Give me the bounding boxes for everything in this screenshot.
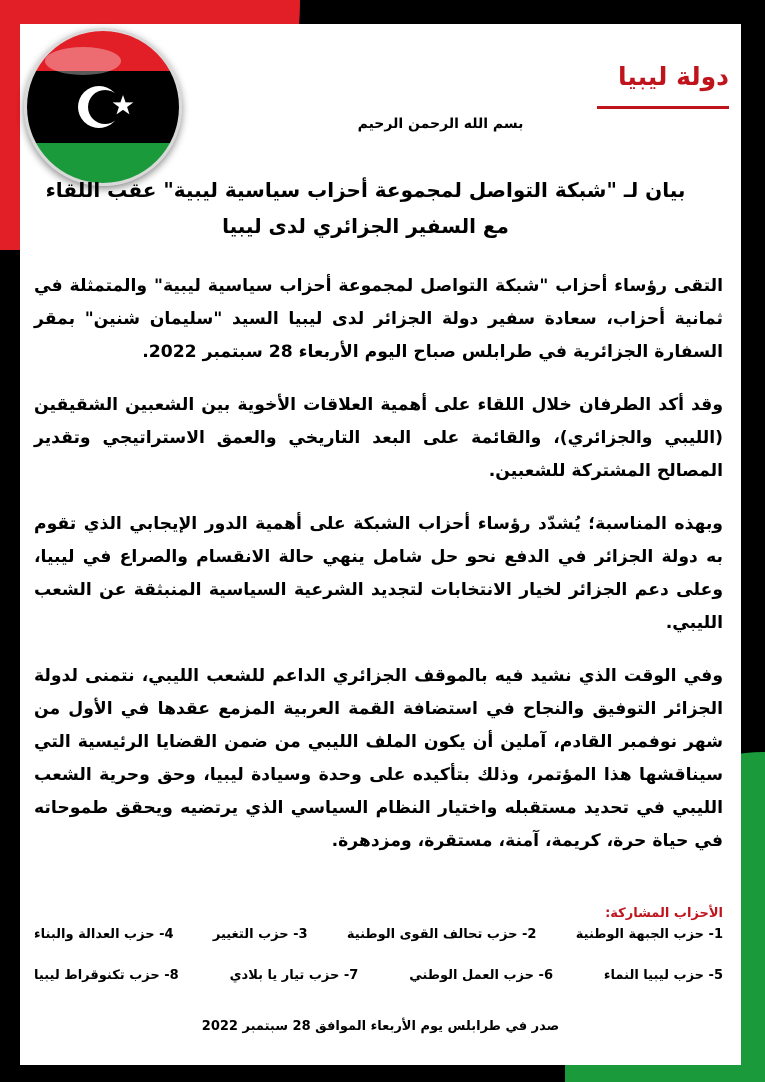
parties-row-1 [34,927,723,942]
paragraph-relations: وقد أكد الطرفان خلال اللقاء على أهمية العلاقات الأخوية بين الشعبين الشقيقين (الليبي والجزائري)، والقائمة على البعد التاريخي والعمق الاستراتيجي وتقدير المصالح المشتركة للشعبين. [34,395,723,481]
party-item: 7- حزب تيار يا بلادي [229,968,359,983]
paragraph-role: وبهذه المناسبة؛ يُشدّد رؤساء أحزاب الشبكة على أهمية الدور الإيجابي الذي تقوم به دولة الجزائر في الدفع نحو حل شامل ينهي حالة الانقسام والصراع في ليبيا، وعلى دعم الجزائر لخيار الانتخابات لتجديد الشرعية السياسية المنبثقة عن الشعب الليبي. [34,514,723,633]
basmala: بسم الله الرحمن الرحيم [357,116,524,132]
title-line-2: مع السفير الجزائري لدى ليبيا [222,214,509,238]
party-item: 5- حزب ليبيا النماء [603,968,723,983]
paragraph-meeting: التقى رؤساء أحزاب "شبكة التواصل لمجموعة أحزاب سياسية ليبية" والمتمثلة في ثمانية أحزاب، سعادة سفير دولة الجزائر لدى ليبيا السيد "سليمان شنين" بمقر السفارة الجزائرية في طرابلس صباح اليوم الأربعاء 28 سبتمبر 2022. [34,276,723,362]
title-line-1: بيان لـ "شبكة التواصل لمجموعة أحزاب سياسية ليبية" عقب اللقاء [45,178,686,202]
state-name: دولة ليبيا [617,62,729,91]
party-item: 1- حزب الجبهة الوطنية [575,927,723,942]
party-item: 2- حزب تحالف القوى الوطنية [346,927,537,942]
participating-parties [34,906,723,1009]
statement-page [20,24,741,1065]
parties-row-2 [34,968,723,983]
paragraph-summit: وفي الوقت الذي نشيد فيه بالموقف الجزائري الداعم للشعب الليبي، نتمنى لدولة الجزائر التوفيق والنجاح في استضافة القمة العربية المزمع عقدها في الأول من شهر نوفمبر القادم، آملين أن يكون الملف الليبي من ضمن القضايا الرئيسية التي سيناقشها هذا المؤتمر، وذلك بتأكيده على وحدة وسيادة ليبيا، وحق وحرية الشعب الليبي في تحديد مستقبله واختيار النظام السياسي الذي يرتضيه ويحقق طموحاته في حياة حرة، كريمة، آمنة، مستقرة، ومزدهرة. [34,666,723,851]
libya-flag-icon [24,28,182,186]
statement-body [34,270,723,878]
issue-footer: صدر في طرابلس يوم الأربعاء الموافق 28 سبتمبر 2022 [201,1019,560,1034]
statement-title [40,172,691,244]
party-item: 4- حزب العدالة والبناء [34,927,174,942]
parties-title: الأحزاب المشاركة: [605,906,723,921]
state-underline [597,106,729,109]
party-item: 6- حزب العمل الوطني [409,968,553,983]
party-item: 8- حزب تكنوقراط ليبيا [34,968,179,983]
party-item: 3- حزب التغيير [212,927,308,942]
